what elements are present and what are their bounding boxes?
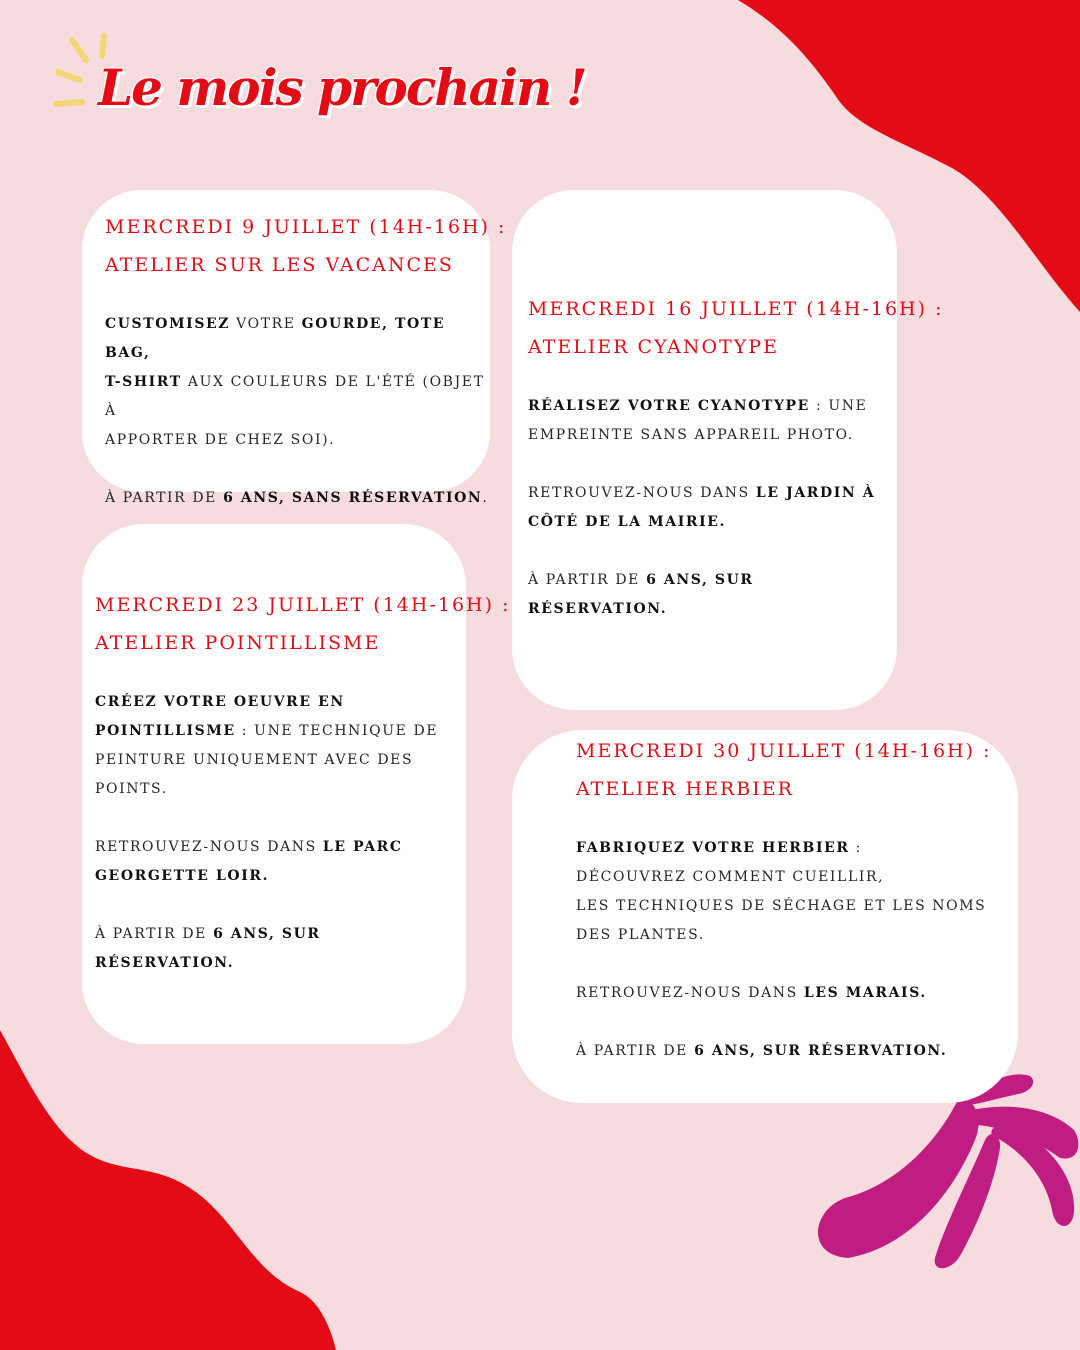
description-line [95,833,466,862]
description-line [105,368,490,426]
description-line [105,484,490,513]
description-text: . [482,490,489,506]
event-title: ATELIER HERBIER [576,778,794,800]
description-line [95,862,466,891]
event-card-vacances [82,190,507,506]
highlight-text: LE PARC [322,839,403,855]
description-line [95,746,466,775]
event-date: MERCREDI 16 JUILLET (14H-16H) : [528,298,944,320]
description-line [528,421,897,450]
event-description [528,392,897,624]
description-text: RETROUVEZ-NOUS DANS [528,485,756,501]
description-text: À PARTIR DE [528,572,647,588]
highlight-text: 6 ANS, SUR RÉSERVATION. [95,926,321,971]
event-title: ATELIER POINTILLISME [95,632,381,654]
highlight-text: GOURDE, TOTE BAG, [105,316,446,361]
description-line [576,834,1018,863]
description-line [528,479,897,508]
description-line [576,1037,1018,1066]
event-heading [528,290,944,366]
description-line [576,863,1018,892]
description-text: EMPREINTE SANS APPAREIL PHOTO. [528,427,854,443]
highlight-text: 6 ANS, SANS RÉSERVATION [223,490,483,506]
event-title: ATELIER SUR LES VACANCES [105,254,454,276]
highlight-text: CRÉEZ VOTRE OEUVRE EN [95,694,345,710]
description-text: PEINTURE UNIQUEMENT AVEC DES [95,752,414,768]
highlight-text: FABRIQUEZ VOTRE HERBIER [576,840,850,856]
description-line [95,717,466,746]
red-blob-bottom-left [0,1030,336,1350]
highlight-text: T-SHIRT [105,374,182,390]
highlight-text: RÉALISEZ VOTRE CYANOTYPE [528,398,810,414]
highlight-text: CÔTÉ DE LA MAIRIE. [528,514,727,530]
description-line [528,508,897,537]
description-text: : UNE [809,398,868,414]
description-text: AUX COULEURS DE L'ÉTÉ (OBJET À [105,374,485,419]
event-date: MERCREDI 9 JUILLET (14H-16H) : [105,216,507,238]
description-line [528,392,897,421]
event-card-cyanotype [512,190,944,710]
description-text: RETROUVEZ-NOUS DANS [576,985,804,1001]
description-text: DÉCOUVREZ COMMENT CUEILLIR, [576,869,885,885]
event-heading [105,208,507,284]
event-heading [95,586,511,662]
yellow-sparkle-lines [56,36,104,104]
description-line [105,310,490,368]
event-description [576,834,1018,1066]
description-text: À PARTIR DE [105,490,224,506]
event-card-herbier [512,730,1018,1103]
description-text: À PARTIR DE [576,1043,695,1059]
description-text: : UNE TECHNIQUE DE [235,723,439,739]
description-line [95,688,466,717]
description-line [95,775,466,804]
event-description [95,688,466,978]
description-text: LES TECHNIQUES DE SÉCHAGE ET LES NOMS [576,898,987,914]
page-title: Le mois prochain ! [98,58,586,117]
highlight-text: GEORGETTE LOIR. [95,868,270,884]
description-text: RETROUVEZ-NOUS DANS [95,839,323,855]
description-text: VOTRE [230,316,302,332]
description-text: : [849,840,862,856]
description-line [576,892,1018,921]
description-line [576,921,1018,950]
description-text: DES PLANTES. [576,927,705,943]
highlight-text: LES MARAIS. [803,985,927,1001]
description-text: POINTS. [95,781,168,797]
description-text: À PARTIR DE [95,926,214,942]
event-date: MERCREDI 30 JUILLET (14H-16H) : [576,740,992,762]
description-line [576,979,1018,1008]
description-text: APPORTER DE CHEZ SOI). [105,432,336,448]
description-line [95,920,466,978]
event-description [105,310,490,513]
event-heading [576,732,1018,808]
highlight-text: LE JARDIN À [755,485,876,501]
description-line [105,426,490,455]
highlight-text: 6 ANS, SUR RÉSERVATION. [694,1043,948,1059]
highlight-text: 6 ANS, SUR RÉSERVATION. [528,572,754,617]
highlight-text: POINTILLISME [95,723,236,739]
description-line [528,566,897,624]
event-card-pointillisme [82,524,511,1044]
event-title: ATELIER CYANOTYPE [528,336,779,358]
highlight-text: CUSTOMISEZ [105,316,231,332]
magenta-splash-shape [818,1074,1078,1268]
event-date: MERCREDI 23 JUILLET (14H-16H) : [95,594,511,616]
